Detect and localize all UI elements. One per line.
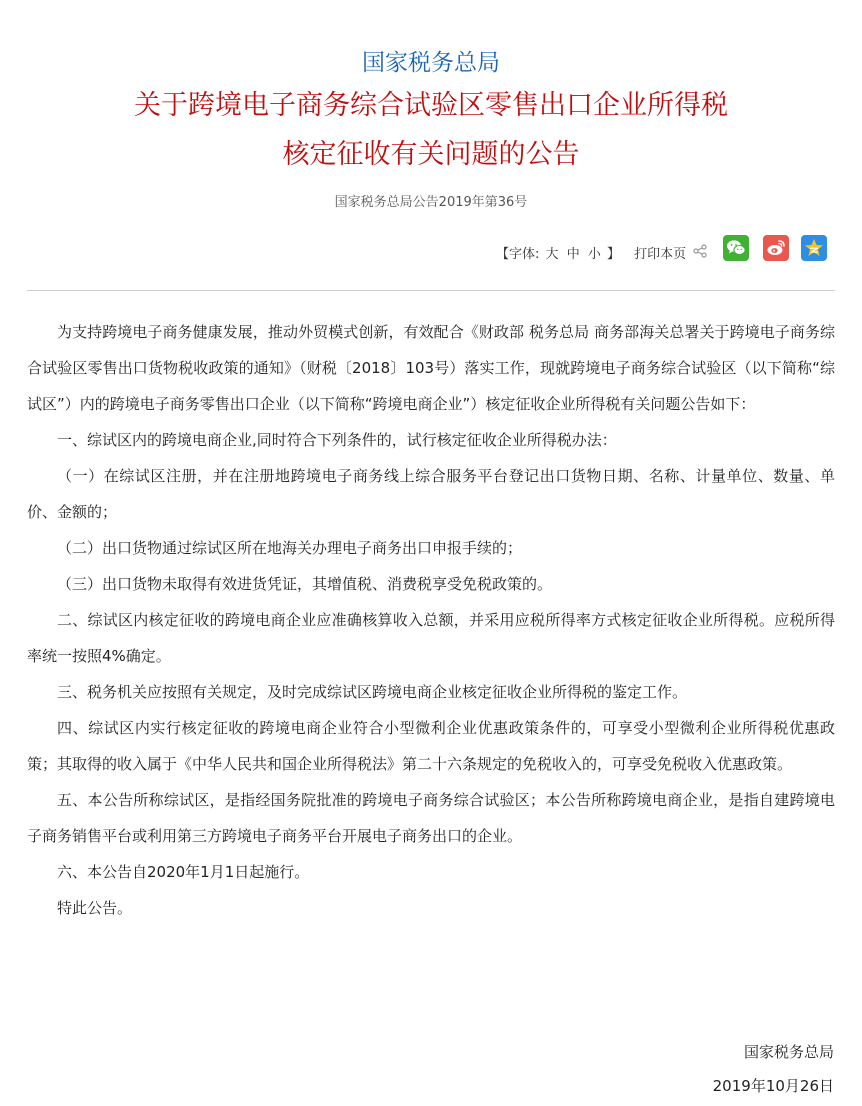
article-toolbar [496, 244, 707, 266]
share-icon[interactable] [693, 244, 707, 266]
font-size-label-close: 】 [607, 247, 621, 262]
paragraph-item-6: 六、本公告自2020年1月1日起施行。 [57, 863, 310, 881]
page-title-line-1: 关于跨境电子商务综合试验区零售出口企业所得税 [134, 90, 728, 121]
wechat-icon[interactable] [723, 235, 749, 261]
paragraph-item-1-2: （二）出口货物通过综试区所在地海关办理电子商务出口申报手续的； [57, 539, 523, 557]
paragraph-item-1-1: （一）在综试区注册，并在注册地跨境电子商务线上综合服务平台登记出口货物日期、名称、计量单位、数量、单价、金额的； [27, 467, 835, 521]
paragraph-item-4: 四、综试区内实行核定征收的跨境电商企业符合小型微利企业优惠政策条件的，可享受小型微利企业所得税优惠政策；其取得的收入属于《中华人民共和国企业所得税法》第二十六条规定的免税收入的，可享受免税收入优惠政策。 [27, 719, 835, 773]
paragraph-item-1: 一、综试区内的跨境电商企业,同时符合下列条件的，试行核定征收企业所得税办法： [57, 431, 617, 449]
signature-org: 国家税务总局 [743, 1043, 834, 1061]
print-page-button[interactable]: 打印本页 [634, 247, 687, 262]
paragraph-item-3: 三、税务机关应按照有关规定，及时完成综试区跨境电商企业核定征收企业所得税的鉴定工作。 [57, 683, 688, 701]
signature-date: 2019年10月26日 [712, 1077, 834, 1095]
qzone-icon[interactable] [801, 235, 827, 261]
agency-name: 国家税务总局 [362, 50, 500, 76]
announcement-body [27, 314, 835, 926]
paragraph-item-5: 五、本公告所称综试区，是指经国务院批准的跨境电子商务综合试验区；本公告所称跨境电商企业，是指自建跨境电子商务销售平台或利用第三方跨境电子商务平台开展电子商务出口的企业。 [27, 791, 835, 845]
font-size-medium-button[interactable]: 中 [566, 247, 580, 262]
document-number: 国家税务总局公告2019年第36号 [334, 195, 528, 210]
weibo-icon[interactable] [763, 235, 789, 261]
paragraph-intro: 为支持跨境电子商务健康发展，推动外贸模式创新，有效配合《财政部 税务总局 商务部海关总署关于跨境电子商务综合试验区零售出口货物税收政策的通知》（财税〔2018〕103号）落实工作，现就跨境电子商务综合试验区（以下简称“综试区”）内的跨境电子商务零售出口企业（以下简称“跨境电商企业”）核定征收企业所得税有关问题公告如下： [27, 323, 835, 413]
font-size-label-open: 【字体: [496, 247, 540, 262]
paragraph-closing: 特此公告。 [57, 899, 133, 917]
page-title-line-2: 核定征收有关问题的公告 [282, 139, 580, 170]
font-size-large-button[interactable]: 大 [545, 247, 559, 262]
paragraph-item-2: 二、综试区内核定征收的跨境电商企业应准确核算收入总额，并采用应税所得率方式核定征收企业所得税。应税所得率统一按照4%确定。 [27, 611, 835, 665]
paragraph-item-1-3: （三）出口货物未取得有效进货凭证，其增值税、消费税享受免税政策的。 [57, 575, 553, 593]
font-size-small-button[interactable]: 小 [587, 247, 601, 262]
header-divider [27, 290, 835, 291]
